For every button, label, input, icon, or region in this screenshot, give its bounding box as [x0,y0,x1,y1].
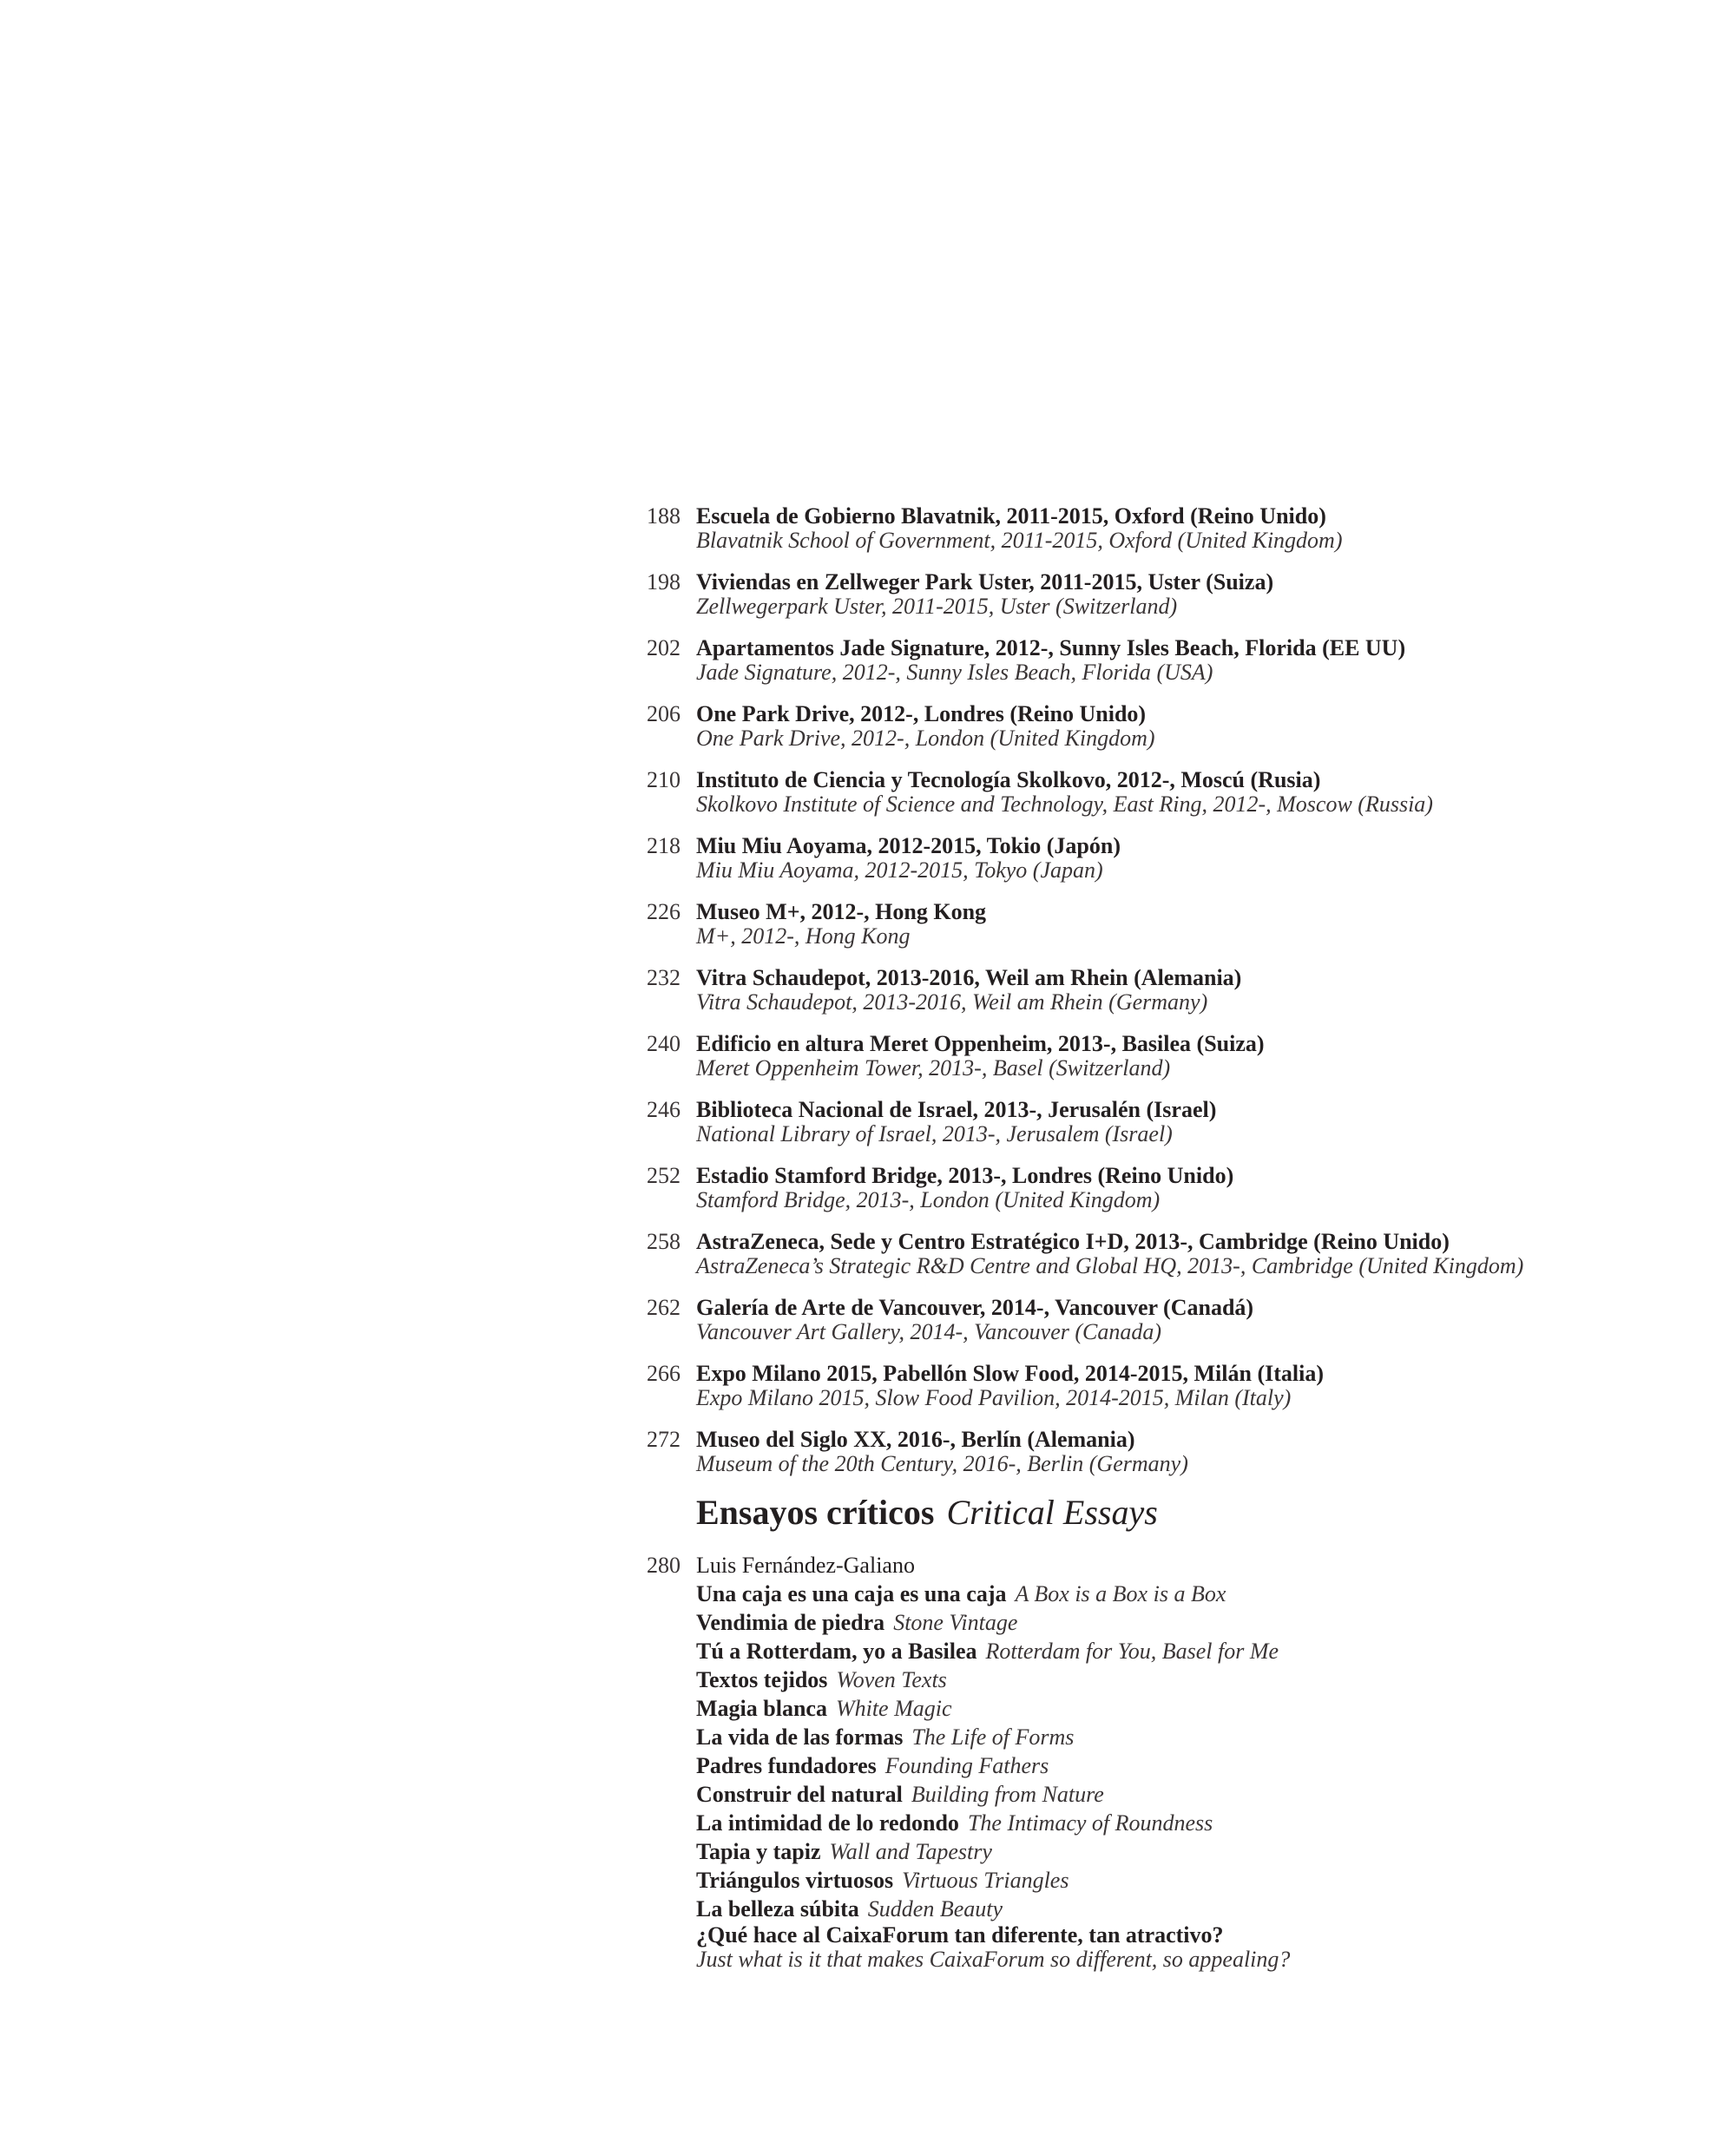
page-number: 240 [647,1031,681,1056]
entry-title-en: One Park Drive, 2012-, London (United Kingdom) [696,726,1155,751]
toc-entry [625,1032,1719,1081]
entry-text [681,1362,1324,1410]
essay-title-en: Building from Nature [911,1782,1104,1807]
essays-body [681,1551,1290,1972]
entry-title-en: Jade Signature, 2012-, Sunny Isles Beach, Florida (USA) [696,660,1213,685]
toc-entry [625,900,1719,949]
essay-title-es: Construir del natural [696,1782,903,1807]
essay-title-es: La belleza súbita [696,1896,859,1921]
entry-text [681,504,1342,553]
entry-title-es: Viviendas en Zellweger Park Uster, 2011-2015, Uster (Suiza) [696,569,1274,594]
essay-title-en: Virtuous Triangles [902,1868,1069,1893]
entry-text [681,966,1241,1015]
toc-entry [625,504,1719,553]
toc-entry [625,1428,1719,1476]
page-number: 252 [647,1163,681,1188]
entry-title-en: Museum of the 20th Century, 2016-, Berlin (Germany) [696,1451,1188,1476]
essay-title-en: Woven Texts [836,1667,947,1692]
essay-title-es: Padres fundadores [696,1753,877,1778]
page-number: 202 [647,635,681,660]
essay-item-last [696,1923,1290,1972]
essay-item [696,1694,1290,1723]
entry-title-en: Stamford Bridge, 2013-, London (United Kingdom) [696,1187,1161,1212]
entry-text [681,900,986,949]
entry-title-es: Galería de Arte de Vancouver, 2014-, Vancouver (Canadá) [696,1295,1254,1320]
entry-title-en: Skolkovo Institute of Science and Technology, East Ring, 2012-, Moscow (Russia) [696,792,1433,817]
entry-title-es: Escuela de Gobierno Blavatnik, 2011-2015, Oxford (Reino Unido) [696,503,1326,529]
essay-title-en: Sudden Beauty [867,1896,1003,1921]
page-number: 188 [647,503,681,529]
entry-title-en: Vitra Schaudepot, 2013-2016, Weil am Rhein (Germany) [696,989,1208,1015]
entry-title-en: Expo Milano 2015, Slow Food Pavilion, 2014-2015, Milan (Italy) [696,1385,1292,1410]
entry-title-en: Meret Oppenheim Tower, 2013-, Basel (Switzerland) [696,1055,1171,1081]
page-number: 266 [647,1361,681,1386]
essay-item [696,1637,1290,1665]
toc-entry [625,834,1719,883]
page-number: 210 [647,767,681,792]
entry-text [681,702,1155,751]
essay-title-es: Una caja es una caja es una caja [696,1581,1007,1606]
entry-text [681,768,1433,817]
page-number: 232 [647,965,681,990]
entry-text [681,1428,1188,1476]
toc-entry [625,636,1719,685]
entry-title-en: AstraZeneca’s Strategic R&D Centre and Global HQ, 2013-, Cambridge (United Kingdom) [696,1253,1524,1278]
essay-title-es: Tú a Rotterdam, yo a Basilea [696,1639,977,1664]
entry-text [681,570,1273,619]
essay-title-es: Magia blanca [696,1696,827,1721]
entry-title-es: Estadio Stamford Bridge, 2013-, Londres (Reino Unido) [696,1163,1234,1188]
entry-text [681,1164,1233,1212]
essay-title-es: La vida de las formas [696,1724,904,1750]
entry-title-es: Instituto de Ciencia y Tecnología Skolkovo, 2012-, Moscú (Rusia) [696,767,1321,792]
page-number: 280 [647,1553,681,1578]
essays-entry [625,1551,1719,1972]
essay-title-en: White Magic [835,1696,952,1721]
essay-title-es: Triángulos virtuosos [696,1868,894,1893]
toc-entry [625,702,1719,751]
entry-title-en: M+, 2012-, Hong Kong [696,923,911,949]
entry-title-en: Vancouver Art Gallery, 2014-, Vancouver (Canada) [696,1319,1162,1344]
entry-title-es: AstraZeneca, Sede y Centro Estratégico I+D, 2013-, Cambridge (Reino Unido) [696,1229,1450,1254]
essay-title-en: The Life of Forms [911,1724,1075,1750]
table-of-contents [625,504,1719,1972]
page-number: 262 [647,1295,681,1320]
page-number: 272 [647,1427,681,1452]
toc-entry [625,1230,1719,1278]
section-heading [696,1494,1719,1532]
entry-title-es: Edificio en altura Meret Oppenheim, 2013-, Basilea (Suiza) [696,1031,1265,1056]
essay-item [696,1608,1290,1637]
essay-title-es: Vendimia de piedra [696,1610,885,1635]
essay-item [696,1751,1290,1780]
essay-item [696,1665,1290,1694]
essay-title-es: ¿Qué hace al CaixaForum tan diferente, tan atractivo? [696,1922,1224,1948]
page-number: 206 [647,701,681,726]
toc-entry [625,570,1719,619]
entry-title-es: One Park Drive, 2012-, Londres (Reino Unido) [696,701,1147,726]
project-list [625,504,1719,1476]
entry-title-es: Apartamentos Jade Signature, 2012-, Sunny Isles Beach, Florida (EE UU) [696,635,1406,660]
essay-item [696,1780,1290,1809]
page-number: 198 [647,569,681,594]
page-number: 226 [647,899,681,924]
page-number: 258 [647,1229,681,1254]
essay-item [696,1837,1290,1866]
essay-title-es: Tapia y tapiz [696,1839,821,1864]
toc-entry [625,1098,1719,1146]
page-number: 246 [647,1097,681,1122]
essay-item [696,1895,1290,1923]
entry-title-es: Vitra Schaudepot, 2013-2016, Weil am Rhein (Alemania) [696,965,1242,990]
entry-text [681,1098,1216,1146]
entry-text [681,1230,1523,1278]
entry-text [681,636,1405,685]
entry-title-en: Miu Miu Aoyama, 2012-2015, Tokyo (Japan) [696,857,1103,883]
entry-text [681,1296,1253,1344]
entry-title-es: Biblioteca Nacional de Israel, 2013-, Jerusalén (Israel) [696,1097,1217,1122]
entry-text [681,834,1121,883]
essay-title-en: Just what is it that makes CaixaForum so different, so appealing? [696,1947,1291,1972]
essay-item [696,1809,1290,1837]
essay-title-en: The Intimacy of Roundness [967,1810,1213,1836]
essay-title-en: Rotterdam for You, Basel for Me [985,1639,1279,1664]
essay-list [696,1580,1290,1923]
entry-title-es: Museo del Siglo XX, 2016-, Berlín (Alemania) [696,1427,1135,1452]
section-title-es: Ensayos críticos [696,1493,935,1532]
page-number: 218 [647,833,681,858]
essay-item [696,1866,1290,1895]
toc-entry [625,1164,1719,1212]
entry-title-en: Zellwegerpark Uster, 2011-2015, Uster (Switzerland) [696,594,1178,619]
essay-title-es: La intimidad de lo redondo [696,1810,959,1836]
essay-title-es: Textos tejidos [696,1667,828,1692]
essay-title-en: Stone Vintage [893,1610,1018,1635]
section-title-en: Critical Essays [946,1493,1158,1532]
entry-title-es: Museo M+, 2012-, Hong Kong [696,899,987,924]
toc-entry [625,1296,1719,1344]
toc-entry [625,768,1719,817]
entry-title-es: Expo Milano 2015, Pabellón Slow Food, 2014-2015, Milán (Italia) [696,1361,1324,1386]
toc-entry [625,1362,1719,1410]
entry-title-en: National Library of Israel, 2013-, Jerusalem (Israel) [696,1121,1173,1146]
essay-author: Luis Fernández-Galiano [696,1553,915,1578]
essay-item [696,1580,1290,1608]
essay-item [696,1723,1290,1751]
essay-title-en: Wall and Tapestry [829,1839,992,1864]
entry-title-es: Miu Miu Aoyama, 2012-2015, Tokio (Japón) [696,833,1121,858]
toc-entry [625,966,1719,1015]
essay-title-en: Founding Fathers [884,1753,1049,1778]
entry-title-en: Blavatnik School of Government, 2011-2015, Oxford (United Kingdom) [696,528,1343,553]
essay-title-en: A Box is a Box is a Box [1015,1581,1226,1606]
entry-text [681,1032,1265,1081]
